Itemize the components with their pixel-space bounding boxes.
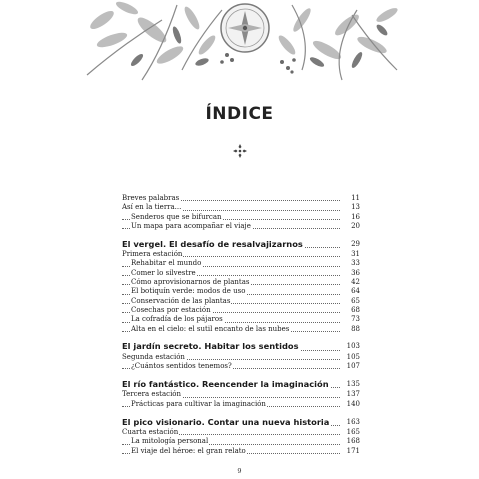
toc-entry-label: Así en la tierra... (122, 203, 182, 212)
toc-entry-page: 68 (351, 305, 360, 314)
section-heading-label: El vergel. El desafío de resalvajizarnos (122, 238, 303, 249)
toc-entry[interactable] (122, 222, 362, 231)
toc-entry[interactable] (122, 437, 362, 446)
toc-entry[interactable] (122, 362, 362, 371)
toc-entry[interactable] (122, 400, 362, 409)
toc-entry[interactable] (122, 278, 362, 287)
toc-entry-label: Rehabitar el mundo (131, 259, 202, 268)
toc-entry-page: 42 (351, 278, 360, 287)
toc-entry-label: ¿Cuántos sentidos tenemos? (131, 362, 232, 371)
toc-entry-page: 16 (351, 212, 360, 221)
toc-entry[interactable] (122, 353, 362, 362)
toc-entry-page: 140 (346, 399, 360, 408)
toc-entry[interactable] (122, 194, 362, 203)
toc-entry-page: 11 (351, 194, 360, 202)
section-heading-label: El pico visionario. Contar una nueva historia (122, 416, 330, 427)
toc-entry-page: 171 (346, 446, 360, 455)
toc-section-heading[interactable] (122, 417, 362, 429)
toc-entry[interactable] (122, 287, 362, 296)
toc-entry-label: Breves palabras (122, 194, 180, 202)
section-heading-page: 135 (347, 379, 360, 391)
toc-entry[interactable] (122, 325, 362, 334)
botanical-compass-illustration (82, 0, 404, 86)
toc-entry[interactable] (122, 259, 362, 268)
toc-section-heading[interactable] (122, 239, 362, 251)
toc-entry-label: Prácticas para cultivar la imaginación (131, 399, 266, 408)
section-heading-label: El jardín secreto. Habitar los sentidos (122, 341, 299, 352)
toc-entry[interactable] (122, 315, 362, 324)
toc-entry-page: 33 (351, 259, 360, 268)
toc-section-heading[interactable] (122, 341, 362, 353)
toc-entry-label: Segunda estación (122, 352, 185, 361)
toc-entry-label: Comer lo silvestre (131, 268, 196, 277)
toc-entry-page: 36 (351, 268, 360, 277)
toc-entry-label: Cuarta estación (122, 428, 179, 437)
section-heading-page: 103 (347, 341, 360, 353)
toc-entry-label: Un mapa para acompañar el viaje (131, 221, 251, 230)
toc-entry-page: 105 (346, 352, 360, 361)
toc-entry-label: Primera estación (122, 250, 183, 259)
toc-entry-page: 31 (351, 250, 360, 259)
toc-entry[interactable] (122, 213, 362, 222)
page-title: ÍNDICE (205, 104, 274, 124)
toc-entry-label: Tercera estación (122, 390, 182, 399)
toc-entry-page: 13 (351, 203, 360, 212)
toc-entry[interactable] (122, 447, 362, 456)
toc-entry-page: 88 (351, 324, 360, 333)
toc-entry-page: 165 (346, 428, 360, 437)
toc-entry[interactable] (122, 269, 362, 278)
toc-entry-label: Cómo aprovisionarnos de plantas (131, 278, 250, 287)
toc-entry-page: 73 (351, 315, 360, 324)
toc-entry[interactable] (122, 390, 362, 399)
toc-entry-label: Alta en el cielo: el sutil encanto de las nubes (131, 324, 290, 333)
toc-entry-label: Senderos que se bifurcan (131, 212, 222, 221)
toc-entry[interactable] (122, 297, 362, 306)
toc-entry-label: El viaje del héroe: el gran relato (131, 446, 246, 455)
toc-entry-label: El botiquín verde: modos de uso (131, 287, 246, 296)
section-heading-label: El río fantástico. Reencender la imaginación (122, 378, 329, 389)
toc-entry-label: La cofradía de los pájaros (131, 315, 223, 324)
toc-entry-page: 137 (346, 390, 360, 399)
section-heading-page: 163 (347, 417, 360, 429)
toc-entry-page: 20 (351, 221, 360, 230)
toc-entry-page: 64 (351, 287, 360, 296)
toc-entry-label: La mitología personal (131, 437, 209, 446)
page-number: 9 (237, 467, 242, 475)
toc-entry-page: 107 (346, 362, 360, 371)
toc-entry-label: Cosechas por estación (131, 305, 211, 314)
toc-section-heading[interactable] (122, 379, 362, 391)
toc-entry-page: 168 (346, 437, 360, 446)
section-heading-page: 29 (351, 239, 360, 251)
toc-entry-page: 65 (351, 296, 360, 305)
toc-entry[interactable] (122, 203, 362, 212)
toc-entry[interactable] (122, 428, 362, 437)
toc-entry-label: Conservación de las plantas (131, 296, 231, 305)
toc-entry[interactable] (122, 306, 362, 315)
table-of-contents (122, 194, 362, 456)
fleuron-icon (232, 143, 248, 159)
